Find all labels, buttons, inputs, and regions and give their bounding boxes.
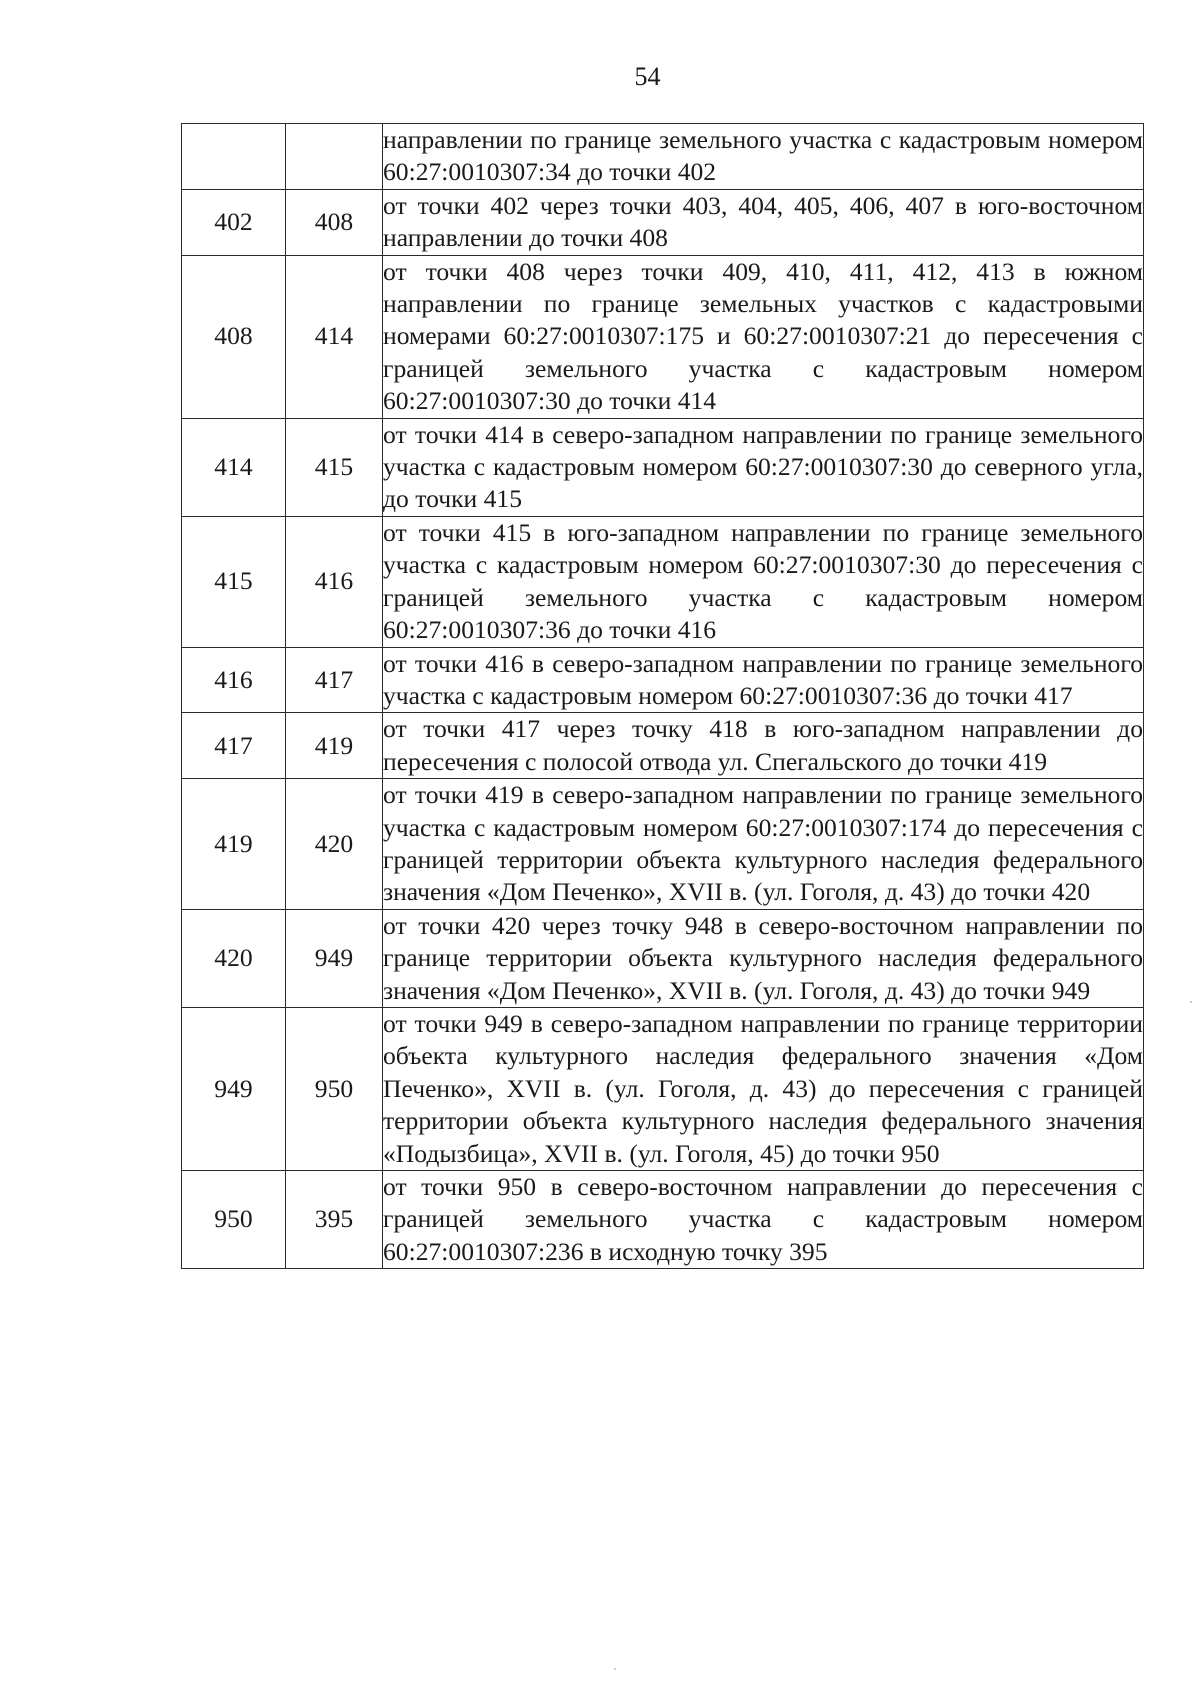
segment-description-cell: от точки 417 через точку 418 в юго-западном направлении до пересечения с полосой отвода ул. Спегальского до точки 419 [383,713,1144,779]
point-to-cell: 419 [286,713,383,779]
point-to-cell: 414 [286,255,383,418]
point-from-cell: 420 [182,909,286,1007]
segment-description-cell: от точки 416 в северо-западном направлении по границе земельного участка с кадастровым номером 60:27:0010307:36 до точки 417 [383,647,1144,713]
point-from-cell: 416 [182,647,286,713]
segment-description-cell: от точки 950 в северо-восточном направлении до пересечения с границей земельного участка с кадастровым номером 60:27:0010307:236 в исходную точку 395 [383,1171,1144,1269]
segment-description-cell: от точки 402 через точки 403, 404, 405, 406, 407 в юго-восточном направлении до точки 408 [383,189,1144,255]
point-from-cell: 419 [182,779,286,910]
table-row [182,713,1144,779]
point-to-cell: 416 [286,516,383,647]
segment-description-cell: от точки 949 в северо-западном направлении по границе территории объекта культурного наследия федерального значения «Дом Печенко», XVII в. (ул. Гоголя, д. 43) до пересечения с границей территории объекта культурного наследия федерального значения «Подызбица», XVII в. (ул. Гоголя, 45) до точки 950 [383,1007,1144,1170]
boundary-description-table [181,123,1144,1269]
segment-description-cell: направлении по границе земельного участка с кадастровым номером 60:27:0010307:34 до точки 402 [383,124,1144,190]
point-from-cell: 417 [182,713,286,779]
table-row [182,647,1144,713]
table-row [182,255,1144,418]
table-row [182,418,1144,516]
point-to-cell: 408 [286,189,383,255]
point-to-cell: 950 [286,1007,383,1170]
point-to-cell: 415 [286,418,383,516]
table-row [182,516,1144,647]
table-row [182,124,1144,190]
table-row [182,1171,1144,1269]
scan-speck [1190,1001,1192,1003]
table-row [182,189,1144,255]
segment-description-cell: от точки 414 в северо-западном направлении по границе земельного участка с кадастровым номером 60:27:0010307:30 до северного угла, до точки 415 [383,418,1144,516]
point-from-cell [182,124,286,190]
point-from-cell: 949 [182,1007,286,1170]
point-from-cell: 415 [182,516,286,647]
point-from-cell: 408 [182,255,286,418]
table-row [182,1007,1144,1170]
segment-description-cell: от точки 419 в северо-западном направлении по границе земельного участка с кадастровым номером 60:27:0010307:174 до пересечения с границей территории объекта культурного наследия федерального значения «Дом Печенко», XVII в. (ул. Гоголя, д. 43) до точки 420 [383,779,1144,910]
segment-description-cell: от точки 408 через точки 409, 410, 411, 412, 413 в южном направлении по границе земельных участков с кадастровыми номерами 60:27:0010307:175 и 60:27:0010307:21 до пересечения с границей земельного участка с кадастровым номером 60:27:0010307:30 до точки 414 [383,255,1144,418]
point-to-cell [286,124,383,190]
point-to-cell: 949 [286,909,383,1007]
segment-description-cell: от точки 415 в юго-западном направлении по границе земельного участка с кадастровым номером 60:27:0010307:30 до пересечения с границей земельного участка с кадастровым номером 60:27:0010307:36 до точки 416 [383,516,1144,647]
point-from-cell: 414 [182,418,286,516]
table-row [182,909,1144,1007]
scan-speck [614,1668,616,1670]
page-number: 54 [634,62,661,91]
segment-description-cell: от точки 420 через точку 948 в северо-восточном направлении по границе территории объекта культурного наследия федерального значения «Дом Печенко», XVII в. (ул. Гоголя, д. 43) до точки 949 [383,909,1144,1007]
table-row [182,779,1144,910]
point-from-cell: 402 [182,189,286,255]
point-to-cell: 417 [286,647,383,713]
point-to-cell: 420 [286,779,383,910]
point-from-cell: 950 [182,1171,286,1269]
point-to-cell: 395 [286,1171,383,1269]
